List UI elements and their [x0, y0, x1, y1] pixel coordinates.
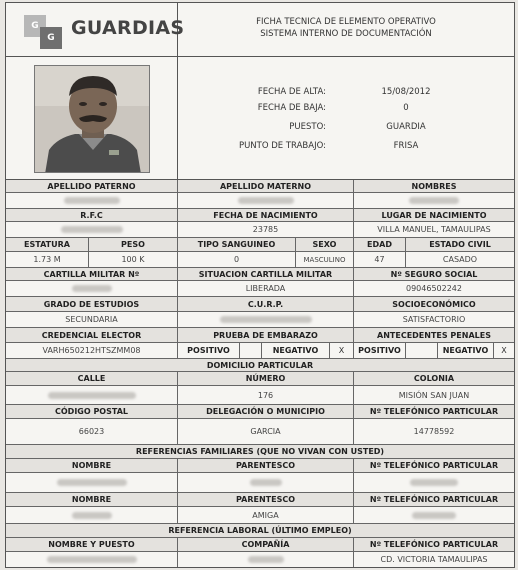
- fecha-baja-value: 0: [403, 103, 409, 113]
- antecedentes-label: ANTECEDENTES PENALES: [354, 328, 514, 342]
- apellido-materno-redacted: [178, 193, 354, 208]
- referencias-section-label: REFERENCIAS FAMILIARES (QUE NO VIVAN CON USTED): [6, 445, 514, 458]
- cp-value-row: [6, 419, 514, 445]
- puesto-row: [178, 122, 514, 136]
- sexo-value: MASCULINO: [296, 252, 354, 267]
- sexo-label: SEXO: [296, 238, 354, 251]
- curp-label: C.U.R.P.: [178, 297, 354, 311]
- calle-value-row: [6, 386, 514, 405]
- peso-label: PESO: [89, 238, 178, 251]
- antecedentes-positivo-label: POSITIVO: [354, 343, 406, 358]
- logo-letter-1: G: [24, 15, 46, 37]
- calle-redacted: [6, 386, 178, 404]
- ref1-telefono-label: Nº TELEFÓNICO PARTICULAR: [354, 459, 514, 472]
- compania-label: COMPAÑÍA: [178, 538, 354, 551]
- ref1-parentesco-label: PARENTESCO: [178, 459, 354, 472]
- punto-value: FRISA: [393, 141, 419, 151]
- estatura-value: 1.73 M: [6, 252, 89, 267]
- puesto-label: PUESTO:: [289, 122, 326, 132]
- apellido-paterno-label: APELLIDO PATERNO: [6, 180, 178, 192]
- company-logo-icon: [24, 15, 68, 49]
- ref2-header-row: [6, 493, 514, 507]
- laboral-section-row: [6, 524, 514, 538]
- lugar-nacimiento-label: LUGAR DE NACIMIENTO: [354, 209, 514, 221]
- prueba-negativo-label: NEGATIVO: [262, 343, 330, 358]
- brand-name: GUARDIAS: [71, 17, 185, 39]
- nombre-puesto-redacted: [6, 552, 178, 567]
- laboral-section-label: REFERENCIA LABORAL (ÚLTIMO EMPLEO): [6, 524, 514, 537]
- credencial-value-row: [6, 343, 514, 359]
- fecha-baja-row: [178, 103, 514, 117]
- calle-label: CALLE: [6, 372, 178, 385]
- credencial-label: CREDENCIAL ELECTOR: [6, 328, 178, 342]
- edad-label: EDAD: [354, 238, 406, 251]
- rfc-redacted: [6, 222, 178, 237]
- logo-cell: [6, 3, 185, 57]
- numero-label: NÚMERO: [178, 372, 354, 385]
- physical-value-row: [6, 252, 514, 268]
- estudios-value-row: [6, 312, 514, 328]
- grado-estudios-value: SECUNDARIA: [6, 312, 178, 327]
- tipo-sanguineo-value: 0: [178, 252, 296, 267]
- ref2-nombre-label: NOMBRE: [6, 493, 178, 506]
- fecha-nacimiento-value: 23785: [178, 222, 354, 237]
- estado-civil-label: ESTADO CIVIL: [406, 238, 514, 251]
- ref1-parentesco-redacted: [178, 473, 354, 492]
- cp-header-row: [6, 405, 514, 419]
- ref2-parentesco-label: PARENTESCO: [178, 493, 354, 506]
- credencial-value: VARH650212HTSZMM08: [6, 343, 178, 358]
- ref2-nombre-redacted: [6, 507, 178, 523]
- punto-label: PUNTO DE TRABAJO:: [238, 141, 326, 151]
- rfc-value-row: [6, 222, 514, 238]
- employee-photo: [34, 65, 150, 173]
- fecha-baja-label: FECHA DE BAJA:: [257, 103, 326, 113]
- seguro-social-label: Nº SEGURO SOCIAL: [354, 268, 514, 280]
- physical-header-row: [6, 238, 514, 252]
- ref1-nombre-label: NOMBRE: [6, 459, 178, 472]
- edad-value: 47: [354, 252, 406, 267]
- prueba-negativo-mark: X: [330, 343, 354, 358]
- ref1-value-row: [6, 473, 514, 493]
- ref1-nombre-redacted: [6, 473, 178, 492]
- nombre-puesto-label: NOMBRE Y PUESTO: [6, 538, 178, 551]
- codigo-postal-label: CÓDIGO POSTAL: [6, 405, 178, 418]
- prueba-positivo-box: [240, 343, 262, 358]
- antecedentes-negativo-mark: X: [501, 346, 507, 355]
- peso-value: 100 K: [89, 252, 178, 267]
- prueba-embarazo-label: PRUEBA DE EMBARAZO: [178, 328, 354, 342]
- photo-cell: [6, 57, 178, 180]
- compania-redacted: [178, 552, 354, 567]
- numero-value: 176: [178, 386, 354, 404]
- laboral-value-row: [6, 552, 514, 567]
- domicilio-section-row: [6, 359, 514, 372]
- referencias-section-row: [6, 445, 514, 459]
- socioeconomico-label: SOCIOECONÓMICO: [354, 297, 514, 311]
- document-title: [178, 3, 514, 57]
- situacion-cartilla-value: LIBERADA: [178, 281, 354, 296]
- calle-header-row: [6, 372, 514, 386]
- employee-record-sheet: [5, 2, 515, 568]
- cartilla-header-row: [6, 268, 514, 281]
- lugar-nacimiento-value: VILLA MANUEL, TAMAULIPAS: [377, 225, 491, 234]
- apellido-paterno-redacted: [6, 193, 178, 208]
- rfc-header-row: [6, 209, 514, 222]
- telefono-particular-value: 14778592: [413, 427, 455, 436]
- situacion-cartilla-label: SITUACION CARTILLA MILITAR: [178, 268, 354, 280]
- colonia-value: MISIÓN SAN JUAN: [398, 390, 470, 400]
- header: [6, 3, 514, 57]
- prueba-positivo-label: POSITIVO: [178, 343, 240, 358]
- delegacion-label: DELEGACIÓN O MUNICIPIO: [178, 405, 354, 418]
- socioeconomico-value: SATISFACTORIO: [402, 315, 466, 324]
- ref1-telefono-redacted: [354, 473, 514, 492]
- estado-civil-value: CASADO: [442, 255, 478, 264]
- tipo-sanguineo-label: TIPO SANGUINEO: [178, 238, 296, 251]
- fecha-nacimiento-label: FECHA DE NACIMIENTO: [178, 209, 354, 221]
- person-photo-icon: [35, 66, 150, 173]
- ref2-telefono-redacted: [354, 507, 514, 523]
- antecedentes-negativo-label: NEGATIVO: [438, 343, 494, 358]
- names-value-row: [6, 193, 514, 209]
- telefono-particular-label: Nº TELEFÓNICO PARTICULAR: [354, 405, 514, 418]
- fecha-alta-row: [178, 87, 514, 101]
- title-line-1: FICHA TECNICA DE ELEMENTO OPERATIVO: [256, 17, 436, 27]
- ref2-parentesco-value: AMIGA: [178, 507, 354, 523]
- grado-estudios-label: GRADO DE ESTUDIOS: [6, 297, 178, 311]
- credencial-header-row: [6, 328, 514, 343]
- estatura-label: ESTATURA: [6, 238, 89, 251]
- logo-letter-2: G: [40, 27, 62, 49]
- laboral-telefono-value: CD. VICTORIA TAMAULIPAS: [380, 555, 488, 564]
- nombres-redacted: [354, 193, 514, 208]
- antecedentes-positivo-box: [406, 343, 438, 358]
- nombres-label: NOMBRES: [354, 180, 514, 192]
- title-line-2: SISTEMA INTERNO DE DOCUMENTACIÓN: [260, 29, 432, 39]
- seguro-social-value: 09046502242: [406, 284, 462, 293]
- cartilla-redacted: [6, 281, 178, 296]
- cartilla-label: CARTILLA MILITAR Nº: [6, 268, 178, 280]
- rfc-label: R.F.C: [6, 209, 178, 221]
- estudios-header-row: [6, 297, 514, 312]
- puesto-value: GUARDIA: [386, 122, 426, 132]
- colonia-label: COLONIA: [354, 372, 514, 385]
- employment-section: [6, 57, 514, 180]
- names-header-row: [6, 180, 514, 193]
- ref2-telefono-label: Nº TELEFÓNICO PARTICULAR: [354, 493, 514, 506]
- cartilla-value-row: [6, 281, 514, 297]
- apellido-materno-label: APELLIDO MATERNO: [178, 180, 354, 192]
- ref2-value-row: [6, 507, 514, 524]
- delegacion-value: GARCIA: [178, 419, 354, 444]
- fecha-alta-label: FECHA DE ALTA:: [257, 87, 326, 97]
- laboral-telefono-label: Nº TELEFÓNICO PARTICULAR: [354, 538, 514, 551]
- curp-redacted: [178, 312, 354, 327]
- ref1-header-row: [6, 459, 514, 473]
- laboral-header-row: [6, 538, 514, 552]
- punto-row: [178, 141, 514, 155]
- codigo-postal-value: 66023: [6, 419, 178, 444]
- domicilio-section-label: DOMICILIO PARTICULAR: [6, 359, 514, 371]
- fecha-alta-value: 15/08/2012: [381, 87, 431, 97]
